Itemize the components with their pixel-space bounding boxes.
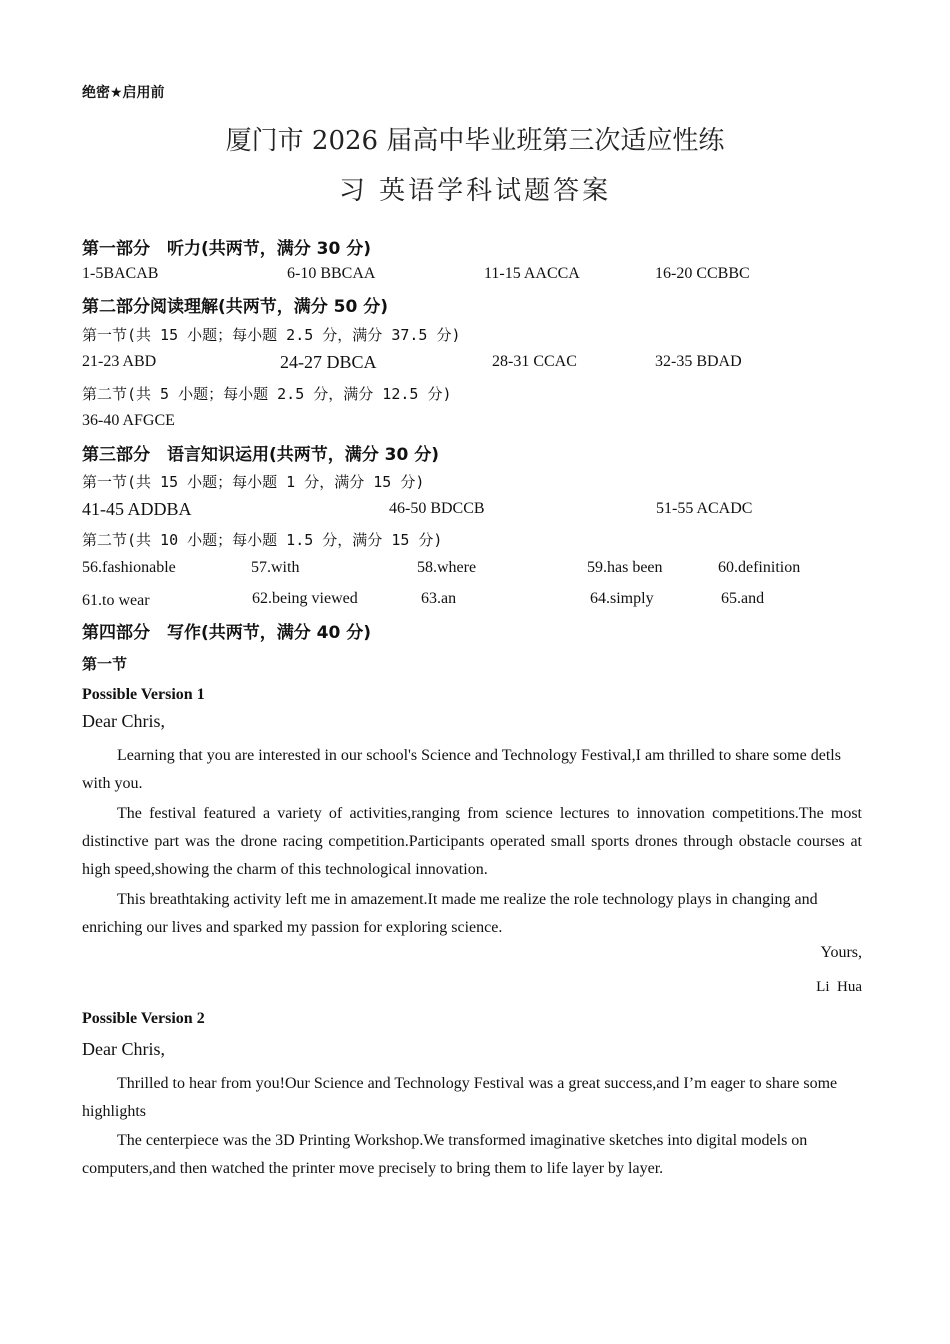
version2-salutation: Dear Chris, [82,1039,165,1059]
version2-paragraph: The centerpiece was the 3D Printing Workshop.We transformed imaginative sketches into digital models on computers,and then watched the printer move precisely to bring them to life layer by layer. [82,1132,808,1177]
blank-answer: 59.has been [587,559,663,576]
answer-group: 21-23 ABD [82,353,157,370]
part4-heading: 第四部分 写作(共两节，满分 40 分) [82,623,372,643]
confidential-label: 绝密★启用前 [82,85,165,101]
document-title-line1: 厦门市 2026 届高中毕业班第三次适应性练 [225,126,725,156]
blank-answer: 65.and [721,590,765,607]
version2-label: Possible Version 2 [82,1010,205,1027]
part4-section1-heading: 第一节 [82,655,128,673]
blank-answer: 63.an [421,590,457,607]
answer-group: 36-40 AFGCE [82,412,175,429]
answer-group: 6-10 BBCAA [287,265,376,282]
version1-salutation: Dear Chris, [82,711,165,731]
blank-answer: 56.fashionable [82,559,176,576]
blank-answer: 64.simply [590,590,654,607]
part1-heading: 第一部分 听力(共两节，满分 30 分) [82,239,372,259]
answer-group: 41-45 ADDBA [82,499,192,519]
version1-paragraph: Learning that you are interested in our school's Science and Technology Festival,I am thrilled to share some detls with you. [82,747,841,792]
part2-section2-heading: 第二节(共 5 小题；每小题 2.5 分，满分 12.5 分) [82,385,452,403]
version1-paragraph: The festival featured a variety of activities,ranging from science lectures to innovation competitions.The most distinctive part was the drone racing competition.Participants operated small sports drones through obstacle courses at high speed,showing the charm of this technological innovation. [82,805,862,878]
part3-section1-heading: 第一节(共 15 小题；每小题 1 分，满分 15 分) [82,473,425,491]
blank-answer: 61.to wear [82,592,150,609]
answer-group: 32-35 BDAD [655,353,742,370]
document-title-line2: 习 英语学科试题答案 [338,176,612,206]
part3-section2-heading: 第二节(共 10 小题；每小题 1.5 分，满分 15 分) [82,531,443,549]
version1-label: Possible Version 1 [82,686,205,703]
blank-answer: 62.being viewed [252,590,358,607]
version2-paragraph: Thrilled to hear from you!Our Science and Technology Festival was a great success,and I’m eager to share some highlights [82,1075,838,1120]
blank-answer: 58.where [417,559,477,576]
answer-group: 1-5BACAB [82,265,159,282]
answer-group: 16-20 CCBBC [655,265,750,282]
blank-answer: 57.with [251,559,300,576]
part3-heading: 第三部分 语言知识运用(共两节，满分 30 分) [82,445,440,465]
answer-group: 28-31 CCAC [492,353,577,370]
part2-section1-heading: 第一节(共 15 小题；每小题 2.5 分，满分 37.5 分) [82,326,461,344]
answer-group: 46-50 BDCCB [389,500,485,517]
answer-group: 51-55 ACADC [656,500,753,517]
answer-group: 24-27 DBCA [280,352,377,372]
version1-paragraph: This breathtaking activity left me in amazement.It made me realize the role technology plays in changing and enriching our lives and sparked my passion for exploring science. [82,891,818,936]
answer-group: 11-15 AACCA [484,265,580,282]
part2-heading: 第二部分阅读理解(共两节，满分 50 分) [82,297,389,317]
blank-answer: 60.definition [718,559,801,576]
version1-signature: Li Hua [816,979,862,995]
version1-closing: Yours, [820,944,862,961]
